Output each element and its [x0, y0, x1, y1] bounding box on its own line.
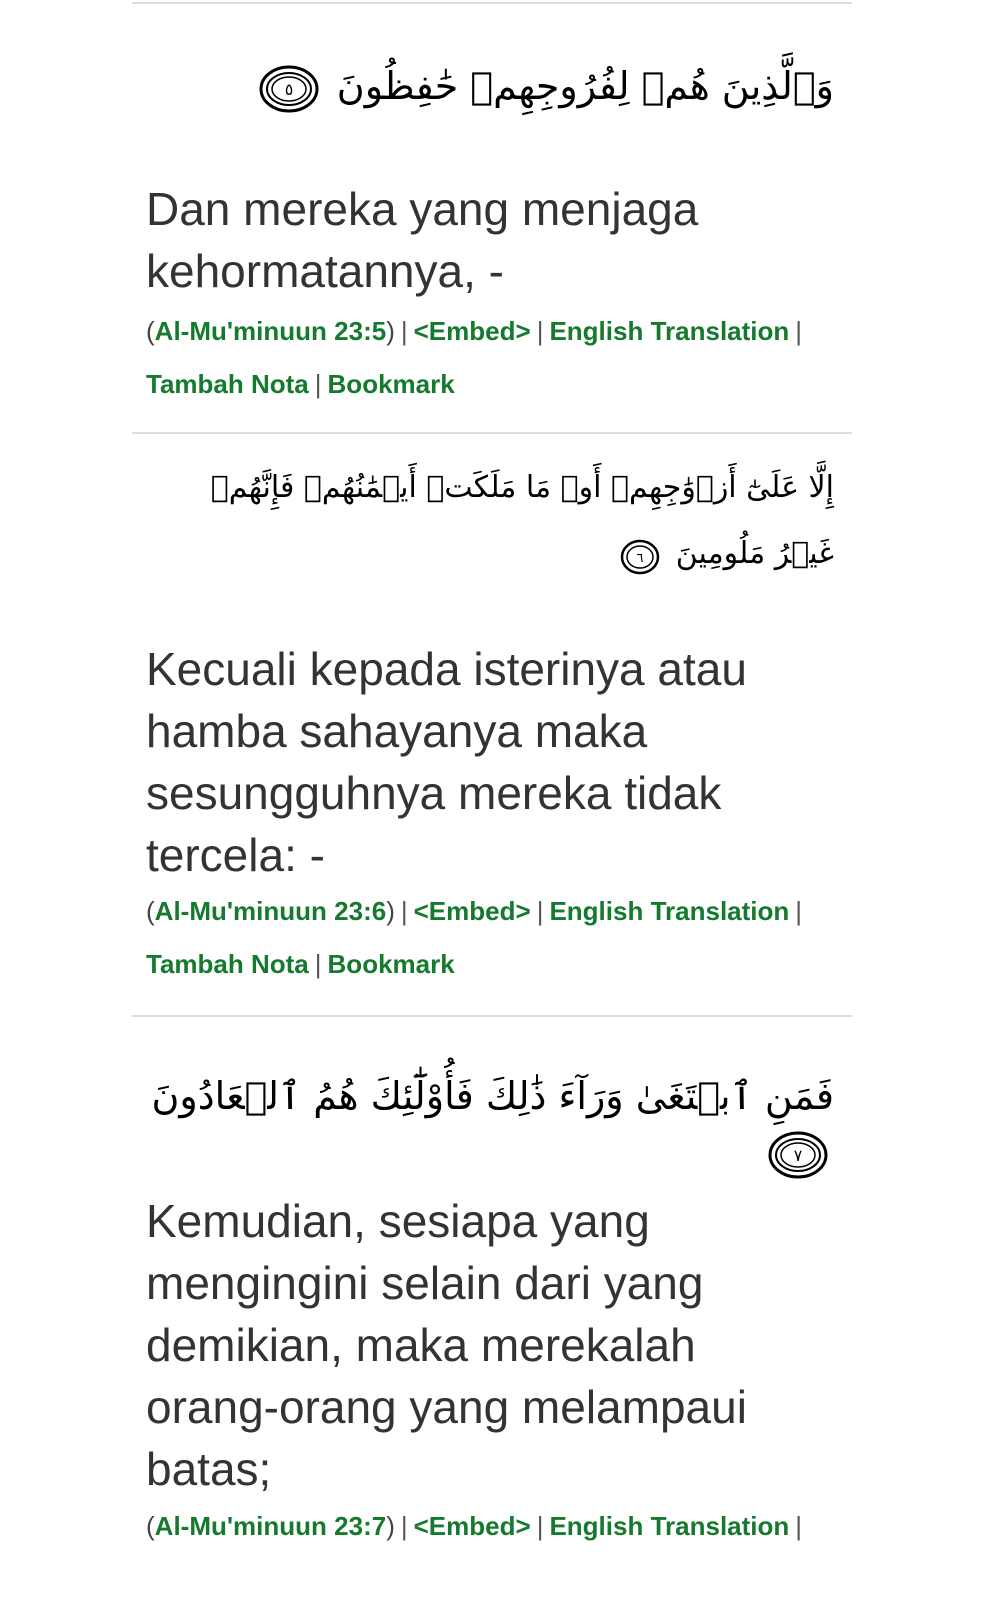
translation-text: Dan mereka yang menjaga kehormatannya, -	[146, 183, 699, 297]
ayah-number: ٦	[636, 550, 644, 566]
translation-text: Kecuali kepada isterinya atau hamba sahayanya maka sesungguhnya mereka tidak tercela: -	[146, 643, 747, 881]
add-note-link[interactable]: Tambah Nota	[146, 949, 309, 979]
paren-open: (	[146, 896, 155, 926]
ayah-number-icon	[259, 63, 319, 115]
paren-close: )	[386, 316, 395, 346]
english-translation-link[interactable]: English Translation	[549, 1511, 790, 1541]
bookmark-link[interactable]: Bookmark	[327, 369, 455, 399]
separator: |	[536, 896, 544, 926]
separator: |	[314, 369, 322, 399]
translation-text: Kemudian, sesiapa yang mengingini selain dari yang demikian, maka merekalah orang-orang yang melampaui batas;	[146, 1195, 747, 1495]
paren-close: )	[386, 896, 395, 926]
divider-top	[132, 2, 852, 4]
ayah-number-icon	[768, 1129, 828, 1181]
arabic-verse-text: وَٱلَّذِينَ هُمۡ لِفُرُوجِهِمۡ حَٰفِظُونَ	[336, 64, 834, 108]
paren-open: (	[146, 1511, 155, 1541]
arabic-text	[132, 1068, 852, 1181]
arabic-text	[132, 58, 852, 115]
paren-close: )	[386, 1511, 395, 1541]
verse-block-7	[132, 1040, 852, 1600]
reference-link[interactable]: Al-Mu'minuun 23:7	[154, 1511, 387, 1541]
embed-link[interactable]: <Embed>	[413, 316, 531, 346]
verse-links	[146, 305, 846, 411]
separator: |	[795, 316, 803, 346]
separator: |	[400, 1511, 408, 1541]
english-translation-link[interactable]: English Translation	[549, 896, 790, 926]
ayah-number: ٧	[793, 1145, 803, 1165]
paren-open: (	[146, 316, 155, 346]
ayah-number-icon	[620, 535, 660, 575]
separator: |	[400, 316, 408, 346]
divider	[132, 1015, 852, 1017]
reference-link[interactable]: Al-Mu'minuun 23:6	[154, 896, 387, 926]
verse-links	[146, 885, 846, 991]
separator: |	[536, 1511, 544, 1541]
separator: |	[314, 949, 322, 979]
verse-block-6	[132, 455, 852, 995]
ayah-number: ٥	[284, 79, 293, 99]
verse-block-5	[132, 40, 852, 420]
separator: |	[795, 1511, 803, 1541]
embed-link[interactable]: <Embed>	[413, 1511, 531, 1541]
add-note-link[interactable]: Tambah Nota	[146, 369, 309, 399]
separator: |	[795, 896, 803, 926]
arabic-verse-line-1: إِلَّا عَلَىٰٓ أَزۡوَٰجِهِمۡ أَوۡ مَا مَلَكَتۡ أَيۡمَٰنُهُمۡ فَإِنَّهُمۡ	[210, 470, 834, 505]
reference-link[interactable]: Al-Mu'minuun 23:5	[154, 316, 387, 346]
embed-link[interactable]: <Embed>	[413, 896, 531, 926]
english-translation-link[interactable]: English Translation	[549, 316, 790, 346]
separator: |	[536, 316, 544, 346]
bookmark-link[interactable]: Bookmark	[327, 949, 455, 979]
verse-links	[146, 1500, 846, 1553]
arabic-verse-text: فَمَنِ ٱبۡتَغَىٰ وَرَآءَ ذَٰلِكَ فَأُوْلَٰٓئِكَ هُمُ ٱلۡعَادُونَ	[151, 1074, 834, 1118]
separator: |	[400, 896, 408, 926]
arabic-text	[132, 455, 852, 587]
arabic-verse-line-2: غَيۡرُ مَلُومِينَ	[675, 536, 834, 571]
divider	[132, 432, 852, 434]
